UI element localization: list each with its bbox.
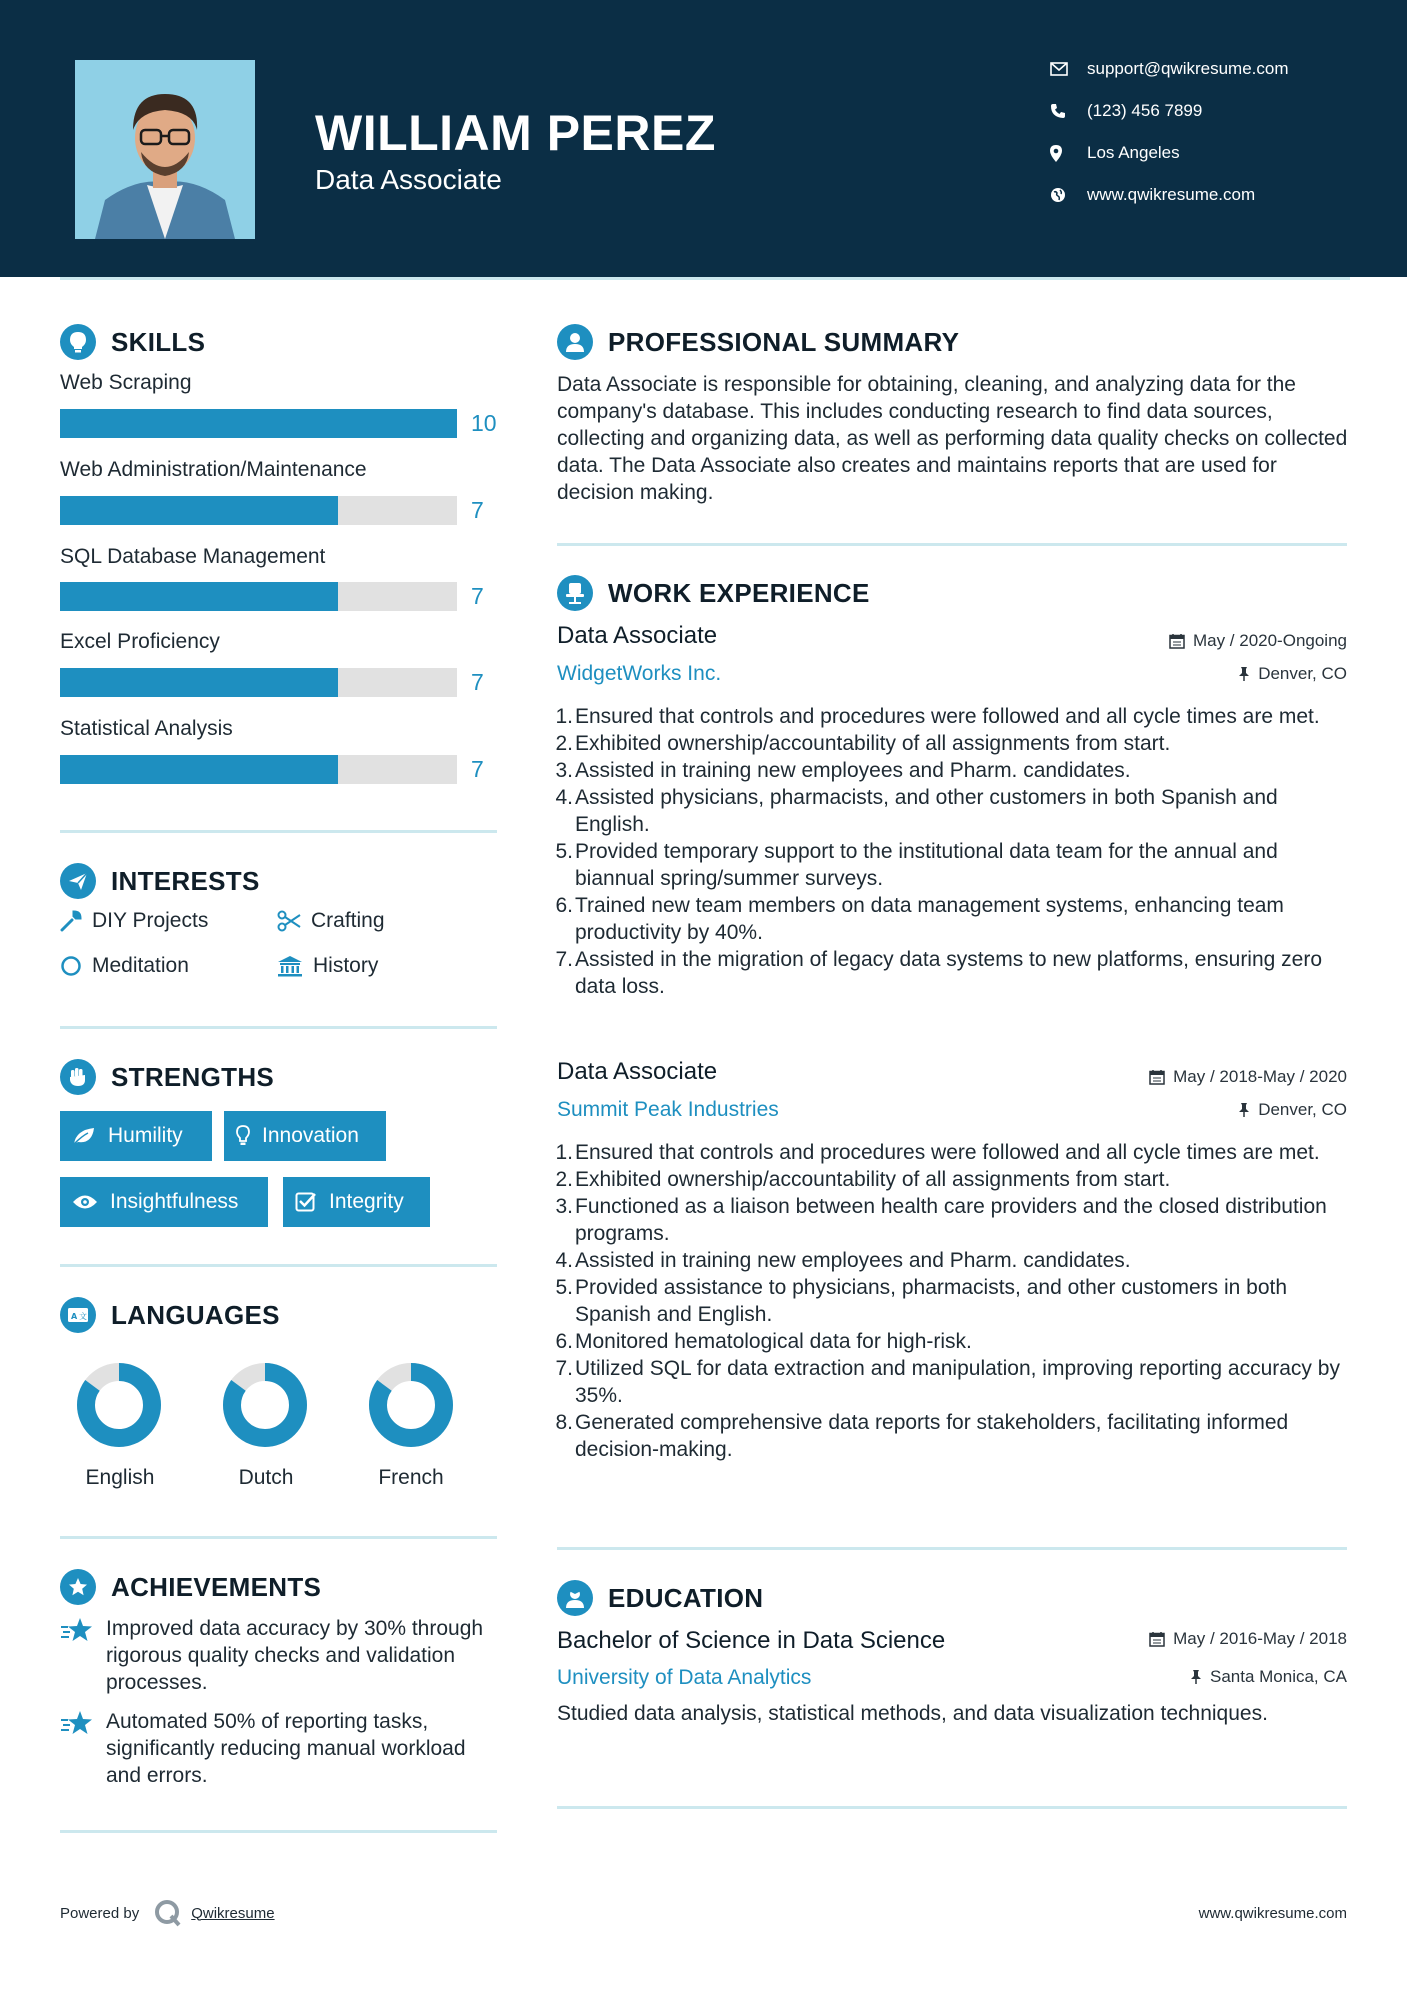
education-dates-text: May / 2016-May / 2018 [1173, 1629, 1347, 1648]
resume-header [0, 0, 1407, 277]
skill-bar-fill [60, 582, 338, 611]
job-title: Data Associate [557, 1058, 718, 1085]
interest-item [60, 954, 189, 978]
list-item: 5. Provided assistance to physicians, pharmacists, and other customers in both Spanish and English. [555, 1276, 1288, 1326]
summary-title: PROFESSIONAL SUMMARY [608, 326, 960, 357]
list-item: 4. Assisted in training new employees and Pharm. candidates. [555, 1249, 1131, 1272]
contact-email-text: support@qwikresume.com [1087, 59, 1289, 78]
phone-icon [1050, 103, 1087, 119]
chair-icon [557, 575, 593, 611]
company-name: Summit Peak Industries [557, 1098, 779, 1121]
wrench-icon [60, 910, 82, 932]
interests-title: INTERESTS [111, 865, 260, 896]
language-label: Dutch [238, 1466, 294, 1489]
education-location [1190, 1667, 1347, 1687]
check-square-icon [295, 1191, 317, 1213]
education-dates [1149, 1629, 1347, 1649]
pushpin-icon [1238, 666, 1250, 682]
header-divider [60, 277, 1350, 280]
job-location-text: Denver, CO [1258, 664, 1347, 683]
interest-item [277, 909, 385, 933]
strength-badge [283, 1177, 430, 1227]
skill-bar [60, 409, 457, 438]
museum-icon [277, 955, 303, 977]
job-dates [1169, 631, 1347, 651]
skills-heading [60, 324, 205, 360]
achievement-item [60, 1708, 500, 1789]
job-dates-text: May / 2020-Ongoing [1192, 631, 1347, 650]
achievements-divider [60, 1830, 497, 1833]
strengths-title: STRENGTHS [111, 1061, 275, 1092]
skill-label: Web Scraping [60, 371, 192, 394]
fist-icon [60, 1059, 96, 1095]
skill-label: SQL Database Management [60, 545, 326, 568]
star-icon [60, 1710, 94, 1736]
education-title: EDUCATION [608, 1582, 764, 1613]
lightbulb-icon [60, 324, 96, 360]
footer-website[interactable]: www.qwikresume.com [1198, 1905, 1347, 1922]
skill-bar-fill [60, 496, 338, 525]
skill-bar [60, 496, 457, 525]
language-ring [76, 1362, 162, 1448]
strength-label: Integrity [329, 1190, 404, 1213]
skill-value: 10 [471, 410, 497, 436]
strength-label: Insightfulness [110, 1190, 239, 1213]
candidate-title: Data Associate [315, 164, 502, 195]
interests-heading [60, 863, 260, 899]
strength-label: Humility [108, 1124, 183, 1147]
skills-divider [60, 830, 497, 833]
list-item: 3. Assisted in training new employees and Pharm. candidates. [555, 759, 1131, 782]
contact-website-text: www.qwikresume.com [1087, 185, 1256, 204]
svg-text:A: A [71, 1312, 78, 1321]
interest-label: Crafting [311, 909, 385, 932]
job-duties-list [557, 1139, 1357, 1463]
map-pin-icon [1050, 145, 1087, 162]
skill-label: Web Administration/Maintenance [60, 458, 367, 481]
job-location [1238, 1100, 1347, 1120]
interests-divider [60, 1026, 497, 1029]
job-location-text: Denver, CO [1258, 1100, 1347, 1119]
list-item: 2. Exhibited ownership/accountability of all assignments from start. [555, 1168, 1171, 1191]
strength-badge [60, 1177, 268, 1227]
qwikresume-logo-icon [153, 1898, 183, 1928]
language-icon [60, 1297, 96, 1333]
language-label: French [378, 1466, 444, 1489]
eye-icon [72, 1193, 98, 1211]
education-heading [557, 1580, 763, 1616]
languages-title: LANGUAGES [111, 1299, 280, 1330]
list-item: 6. Trained new team members on data management systems, enhancing team productivity by 40%. [555, 894, 1284, 944]
graduation-icon [557, 1580, 593, 1616]
skill-value: 7 [471, 497, 484, 523]
languages-heading [60, 1297, 280, 1333]
achievements-heading [60, 1569, 321, 1605]
qwikresume-link[interactable]: Qwikresume [191, 1904, 275, 1922]
interest-label: DIY Projects [92, 909, 209, 932]
svg-text:文: 文 [79, 1312, 87, 1321]
list-item: 3. Functioned as a liaison between health care providers and the closed distribution programs. [555, 1195, 1327, 1245]
languages-divider [60, 1536, 497, 1539]
list-item: 7. Utilized SQL for data extraction and manipulation, improving reporting accuracy by 35%. [555, 1357, 1340, 1407]
strength-badge [60, 1111, 212, 1161]
strength-label: Innovation [262, 1124, 359, 1147]
language-ring [368, 1362, 454, 1448]
scissors-icon [277, 910, 301, 932]
leaf-icon [72, 1126, 96, 1146]
summary-text: Data Associate is responsible for obtaining, cleaning, and analyzing data for the company's database. This includes conducting research to find data sources, collecting and organizing data, as well as performing data quality checks on collected data. The Data Associate also creates and maintains reports that are used for decision making. [557, 373, 1348, 504]
job-dates [1149, 1067, 1347, 1087]
experience-title: WORK EXPERIENCE [608, 577, 870, 608]
skill-label: Excel Proficiency [60, 630, 220, 653]
calendar-icon [1149, 1069, 1165, 1085]
skill-value: 7 [471, 583, 484, 609]
pushpin-icon [1238, 1102, 1250, 1118]
skill-bar [60, 668, 457, 697]
skill-bar [60, 582, 457, 611]
list-item: 7. Assisted in the migration of legacy data systems to new platforms, ensuring zero data loss. [555, 948, 1323, 998]
contact-location [1050, 138, 1370, 168]
achievement-item [60, 1615, 500, 1696]
user-icon [557, 324, 593, 360]
powered-by-text: Powered by [60, 1904, 140, 1922]
language-label: English [85, 1466, 155, 1489]
envelope-icon [1050, 62, 1087, 76]
skills-title: SKILLS [111, 326, 206, 357]
interest-item [60, 909, 208, 933]
strengths-heading [60, 1059, 274, 1095]
contact-phone[interactable] [1050, 96, 1370, 126]
degree-title: Bachelor of Science in Data Science [557, 1627, 946, 1654]
skill-bar-fill [60, 409, 457, 438]
education-location-text: Santa Monica, CA [1209, 1667, 1347, 1686]
summary-heading [557, 324, 959, 360]
skill-bar-fill [60, 755, 338, 784]
skill-bar-fill [60, 668, 338, 697]
contact-email[interactable] [1050, 54, 1370, 84]
strength-badge [224, 1111, 386, 1161]
contact-phone-text: (123) 456 7899 [1087, 101, 1203, 120]
list-item: 6. Monitored hematological data for high-risk. [555, 1330, 972, 1353]
calendar-icon [1149, 1631, 1165, 1647]
experience-divider [557, 1547, 1347, 1550]
pushpin-icon [1190, 1669, 1202, 1685]
job-title: Data Associate [557, 622, 718, 649]
star-icon [60, 1617, 94, 1643]
job-dates-text: May / 2018-May / 2020 [1173, 1067, 1347, 1086]
strengths-divider [60, 1264, 497, 1267]
skill-bar [60, 755, 457, 784]
interest-item [277, 954, 378, 978]
lightbulb-icon [236, 1125, 250, 1147]
list-item: 1. Ensured that controls and procedures were followed and all cycle times are met. [555, 1141, 1320, 1164]
profile-photo [75, 60, 255, 239]
calendar-icon [1169, 633, 1185, 649]
skill-label: Statistical Analysis [60, 717, 233, 740]
candidate-name: WILLIAM PEREZ [315, 105, 716, 161]
experience-heading [557, 575, 870, 611]
company-name: WidgetWorks Inc. [557, 662, 722, 685]
summary-divider [557, 543, 1347, 546]
interest-label: Meditation [92, 954, 189, 977]
skill-value: 7 [471, 756, 484, 782]
circle-icon [60, 955, 82, 977]
contact-location-text: Los Angeles [1087, 143, 1180, 162]
school-name: University of Data Analytics [557, 1666, 812, 1689]
education-description: Studied data analysis, statistical methods, and data visualization techniques. [557, 1702, 1268, 1725]
list-item: 4. Assisted physicians, pharmacists, and other customers in both Spanish and English. [555, 786, 1278, 836]
interest-label: History [313, 954, 379, 977]
achievements-title: ACHIEVEMENTS [111, 1571, 322, 1602]
list-item: 5. Provided temporary support to the institutional data team for the annual and biannual spring/summer surveys. [555, 840, 1278, 890]
globe-icon [1050, 187, 1087, 203]
list-item: 1. Ensured that controls and procedures were followed and all cycle times are met. [555, 705, 1320, 728]
list-item: 2. Exhibited ownership/accountability of all assignments from start. [555, 732, 1171, 755]
list-item: 8. Generated comprehensive data reports for stakeholders, facilitating informed decision-making. [555, 1411, 1289, 1461]
job-location [1238, 664, 1347, 684]
footer-branding [60, 1898, 275, 1928]
contact-website[interactable] [1050, 180, 1370, 210]
language-ring [222, 1362, 308, 1448]
job-duties-list [557, 703, 1357, 1000]
achievement-text: Automated 50% of reporting tasks, significantly reducing manual workload and errors. [106, 1710, 466, 1787]
achievement-text: Improved data accuracy by 30% through rigorous quality checks and validation processes. [106, 1617, 484, 1694]
skill-value: 7 [471, 669, 484, 695]
star-badge-icon [60, 1569, 96, 1605]
education-divider [557, 1806, 1347, 1809]
paper-plane-icon [60, 863, 96, 899]
